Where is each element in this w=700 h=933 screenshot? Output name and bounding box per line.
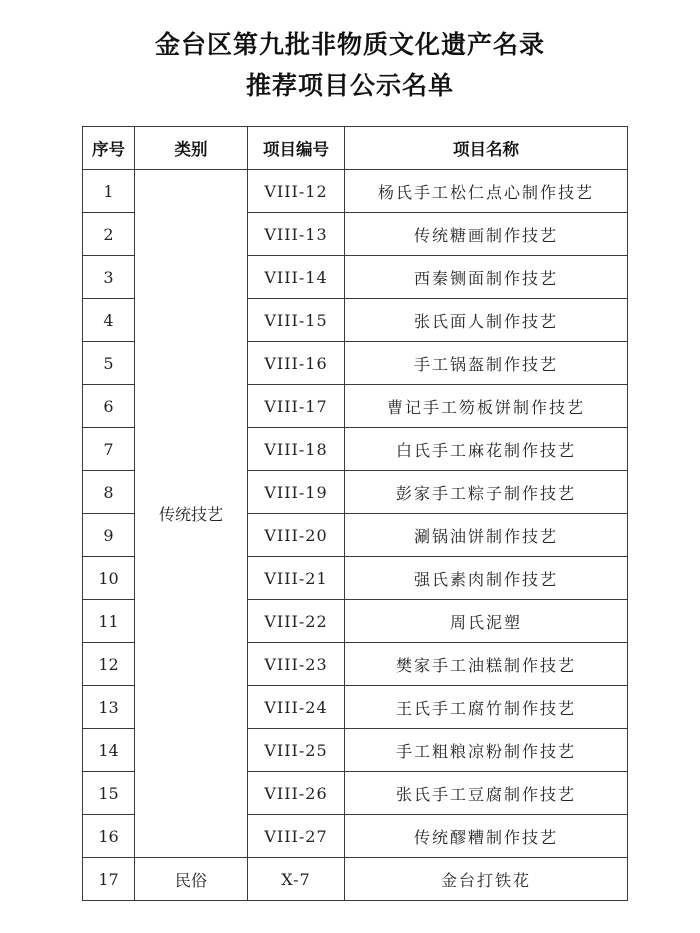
- project-code: VIII-21: [248, 557, 345, 600]
- row-serial-no: 14: [83, 729, 135, 772]
- project-code: VIII-13: [248, 213, 345, 256]
- project-name: 白氏手工麻花制作技艺: [345, 428, 628, 471]
- project-code: VIII-18: [248, 428, 345, 471]
- project-code: VIII-19: [248, 471, 345, 514]
- header-project-code: 项目编号: [248, 127, 345, 170]
- project-list-table: [82, 126, 628, 901]
- row-serial-no: 13: [83, 686, 135, 729]
- table-row: [83, 858, 628, 901]
- project-code: VIII-27: [248, 815, 345, 858]
- project-name: 金台打铁花: [345, 858, 628, 901]
- project-name: 手工锅盔制作技艺: [345, 342, 628, 385]
- row-serial-no: 1: [83, 170, 135, 213]
- project-code: VIII-24: [248, 686, 345, 729]
- row-serial-no: 4: [83, 299, 135, 342]
- header-project-name: 项目名称: [345, 127, 628, 170]
- project-name: 曹记手工笏板饼制作技艺: [345, 385, 628, 428]
- project-code: VIII-15: [248, 299, 345, 342]
- project-code: VIII-20: [248, 514, 345, 557]
- project-name: 传统糖画制作技艺: [345, 213, 628, 256]
- project-code: VIII-25: [248, 729, 345, 772]
- table-header-row: [83, 127, 628, 170]
- row-serial-no: 16: [83, 815, 135, 858]
- row-serial-no: 17: [83, 858, 135, 901]
- project-code: VIII-14: [248, 256, 345, 299]
- document-subtitle: 推荐项目公示名单: [245, 71, 454, 100]
- project-name: 强氏素肉制作技艺: [345, 557, 628, 600]
- project-code: VIII-16: [248, 342, 345, 385]
- project-name: 彭家手工粽子制作技艺: [345, 471, 628, 514]
- category-cell: 传统技艺: [135, 170, 248, 858]
- row-serial-no: 11: [83, 600, 135, 643]
- table-row: [83, 170, 628, 213]
- project-code: VIII-12: [248, 170, 345, 213]
- row-serial-no: 9: [83, 514, 135, 557]
- row-serial-no: 3: [83, 256, 135, 299]
- header-serial-no: 序号: [83, 127, 135, 170]
- project-code: VIII-23: [248, 643, 345, 686]
- project-name: 传统醪糟制作技艺: [345, 815, 628, 858]
- row-serial-no: 10: [83, 557, 135, 600]
- document-title: 金台区第九批非物质文化遗产名录: [154, 30, 545, 59]
- project-code: VIII-22: [248, 600, 345, 643]
- project-name: 周氏泥塑: [345, 600, 628, 643]
- project-name: 手工粗粮凉粉制作技艺: [345, 729, 628, 772]
- header-category: 类别: [135, 127, 248, 170]
- row-serial-no: 2: [83, 213, 135, 256]
- project-name: 涮锅油饼制作技艺: [345, 514, 628, 557]
- row-serial-no: 6: [83, 385, 135, 428]
- project-name: 张氏面人制作技艺: [345, 299, 628, 342]
- project-name: 杨氏手工松仁点心制作技艺: [345, 170, 628, 213]
- project-code: X-7: [248, 858, 345, 901]
- row-serial-no: 12: [83, 643, 135, 686]
- project-name: 王氏手工腐竹制作技艺: [345, 686, 628, 729]
- project-name: 张氏手工豆腐制作技艺: [345, 772, 628, 815]
- row-serial-no: 8: [83, 471, 135, 514]
- project-name: 西秦铡面制作技艺: [345, 256, 628, 299]
- row-serial-no: 7: [83, 428, 135, 471]
- project-code: VIII-17: [248, 385, 345, 428]
- project-code: VIII-26: [248, 772, 345, 815]
- project-name: 樊家手工油糕制作技艺: [345, 643, 628, 686]
- category-cell: 民俗: [135, 858, 248, 901]
- row-serial-no: 5: [83, 342, 135, 385]
- row-serial-no: 15: [83, 772, 135, 815]
